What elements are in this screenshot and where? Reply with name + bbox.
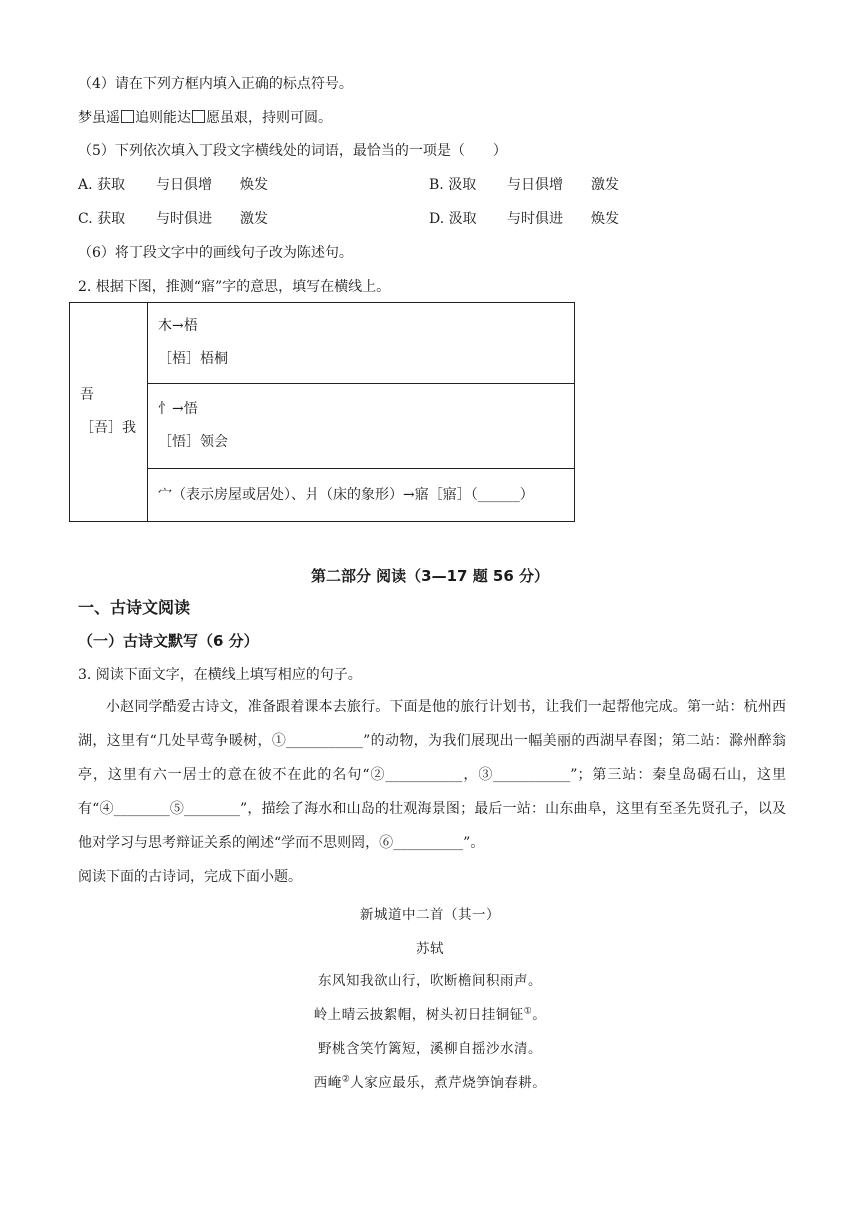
q4-sentence [78, 108, 332, 128]
option-b-word2: 与日俱增 [507, 177, 563, 193]
left-def: ［吾］我 [80, 420, 136, 436]
poem-line-3: 野桃含笑竹篱短，溪柳自摇沙水清。 [318, 1041, 542, 1057]
option-b-label: B. 汲取 [429, 177, 477, 193]
option-d[interactable] [429, 209, 619, 229]
answer-box-1[interactable] [121, 110, 134, 123]
section1-heading: 一、古诗文阅读 [78, 598, 191, 617]
poem-line-2: 岭上晴云披絮帽，树头初日挂铜钲①。 [313, 1006, 547, 1023]
option-d-word2: 与时俱进 [507, 211, 563, 227]
table-row[interactable] [148, 469, 575, 522]
row2-line2: ［悟］领会 [158, 434, 228, 450]
poem-author: 苏轼 [416, 941, 444, 957]
q5-prompt: （5）下列依次填入丁段文字横线处的词语，最恰当的一项是（ ） [78, 143, 507, 159]
poem-title: 新城道中二首（其一） [360, 907, 500, 923]
poem-line-2-text: 岭上晴云披絮帽，树头初日挂铜钲 [313, 1007, 524, 1023]
q4-prompt: （4）请在下列方框内填入正确的标点符号。 [78, 76, 353, 92]
option-a-word3: 焕发 [240, 177, 268, 193]
table-row [148, 384, 575, 469]
row2-line1: 忄→悟 [158, 401, 198, 417]
q4-seg1: 梦虽遥 [78, 110, 120, 126]
poem-intro: 阅读下面的古诗词，完成下面小题。 [78, 869, 302, 885]
option-c-word2: 与时俱进 [156, 211, 212, 227]
option-b-word3: 激发 [591, 177, 619, 193]
option-c-word3: 激发 [240, 211, 268, 227]
q4-seg2: 追则能达 [135, 110, 191, 126]
option-c-label: C. 获取 [78, 211, 126, 227]
q2-prompt: 2. 根据下图，推测“寤”字的意思，填写在横线上。 [78, 279, 391, 295]
left-char: 吾 [80, 387, 94, 403]
poem-line-4-b: 人家应最乐，煮芹烧笋饷春耕。 [350, 1075, 547, 1091]
option-d-word3: 焕发 [591, 211, 619, 227]
footnote-marker-2: ② [341, 1074, 351, 1085]
option-a-word2: 与日俱增 [156, 177, 212, 193]
option-a-label: A. 获取 [78, 177, 126, 193]
footnote-marker-1: ① [523, 1006, 533, 1017]
q3-paragraph: 小赵同学酷爱古诗文，准备跟着课本去旅行。下面是他的旅行计划书，让我们一起帮他完成。第一站：杭州西湖，这里有“几处早莺争暖树，①___________”的动物，为我们展现出一幅美丽的西湖早春图；第二站：滁州醉翁亭，这里有六一居士的意在彼不在此的名句“②___________，③___________”；第三站：秦皇岛碣石山，这里有“④________⑤________”，描绘了海水和山岛的壮观海景图；最后一站：山东曲阜，这里有至圣先贤孔子，以及他对学习与思考辩证关系的阐述“学而不思则罔，⑥__________”。 [78, 699, 786, 851]
subsection1-heading: （一）古诗文默写（6 分） [78, 632, 259, 650]
row1-line1: 木→梧 [158, 318, 198, 334]
option-b[interactable] [429, 175, 619, 195]
poem-line-4-a: 西崦 [313, 1075, 342, 1091]
character-table [69, 302, 575, 522]
poem-line-1: 东风知我欲山行，吹断檐间积雨声。 [318, 973, 542, 989]
part2-title: 第二部分 阅读（3—17 题 56 分） [310, 567, 550, 585]
option-d-label: D. 汲取 [429, 211, 477, 227]
answer-box-2[interactable] [192, 110, 205, 123]
q6-prompt: （6）将丁段文字中的画线句子改为陈述句。 [78, 245, 353, 261]
option-c[interactable] [78, 209, 268, 229]
table-row [148, 303, 575, 384]
q3-prompt: 3. 阅读下面文字，在横线上填写相应的句子。 [78, 667, 362, 683]
row3-line1: 宀（表示房屋或居处）、爿（床的象形）→寤［寤］（______） [158, 486, 534, 503]
poem-line-4 [0, 1071, 860, 1091]
row1-line2: ［梧］梧桐 [158, 351, 228, 367]
q4-seg3: 愿虽艰，持则可圆。 [206, 110, 332, 126]
option-a[interactable] [78, 175, 268, 195]
table-left-cell [70, 303, 148, 522]
